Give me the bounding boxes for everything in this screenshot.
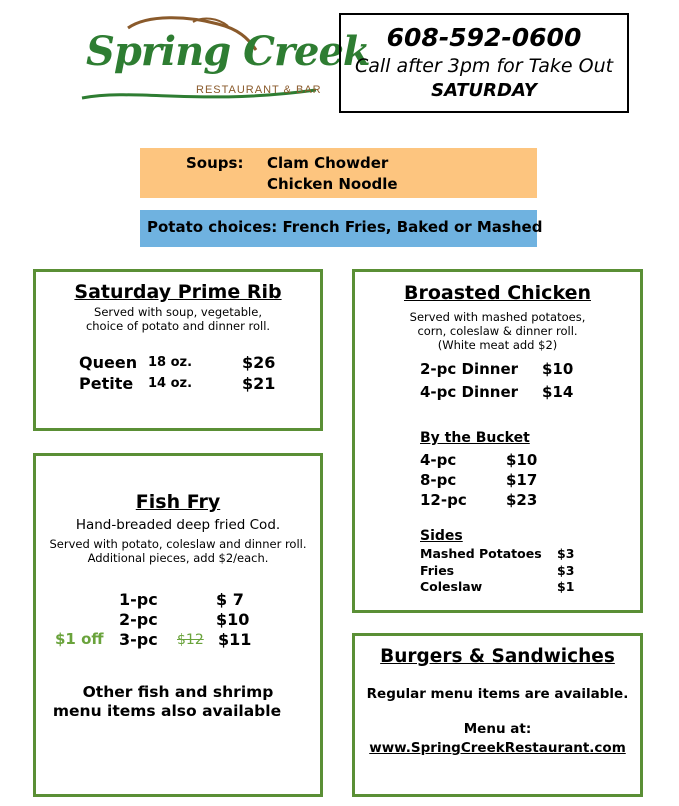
logo-subtitle: RESTAURANT & BAR xyxy=(196,84,322,96)
bucket-item-price: $17 xyxy=(506,471,538,489)
chicken-dinner-name: 2-pc Dinner xyxy=(420,360,519,378)
soup-item: Chicken Noodle xyxy=(267,175,398,193)
sides-title: Sides xyxy=(420,528,463,544)
prime-rib-item-size: 14 oz. xyxy=(148,376,193,391)
fish-fry-item-price: $10 xyxy=(216,610,250,629)
prime-rib-item-price: $21 xyxy=(242,374,276,393)
bucket-item-name: 8-pc xyxy=(420,471,457,489)
logo-name: Spring Creek xyxy=(86,28,370,75)
side-item-name: Fries xyxy=(420,563,455,578)
fish-fry-footer: Other fish and shrimp xyxy=(82,683,274,701)
fish-fry-item-name: 1-pc xyxy=(119,590,158,609)
side-item-price: $3 xyxy=(557,546,575,561)
bucket-item-name: 12-pc xyxy=(420,491,467,509)
prime-rib-desc: choice of potato and dinner roll. xyxy=(85,319,271,333)
burgers-title: Burgers & Sandwiches xyxy=(380,646,615,667)
chicken-dinner-price: $10 xyxy=(542,360,574,378)
chicken-title: Broasted Chicken xyxy=(403,282,591,304)
phone-number[interactable]: 608-592-0600 xyxy=(386,23,582,52)
old-price: $12 xyxy=(177,632,204,648)
takeout-note: Call after 3pm for Take Out xyxy=(354,55,614,77)
side-item-name: Mashed Potatoes xyxy=(420,546,542,561)
day-label: SATURDAY xyxy=(431,80,537,101)
menu-at-label: Menu at: xyxy=(463,721,532,737)
fish-fry-item-name: 2-pc xyxy=(119,610,158,629)
prime-rib-item-name: Petite xyxy=(79,374,134,393)
fish-fry-footer: menu items also available xyxy=(52,702,282,720)
fish-fry-tagline: Hand-breaded deep fried Cod. xyxy=(75,517,281,533)
promo-badge: $1 off xyxy=(55,630,104,648)
chicken-desc: Served with mashed potatoes, xyxy=(409,310,586,324)
fish-fry-item-price: $11 xyxy=(218,630,252,649)
soup-item: Clam Chowder xyxy=(267,154,389,172)
fish-fry-item-name: 3-pc xyxy=(119,630,158,649)
bucket-item-price: $23 xyxy=(506,491,538,509)
side-item-price: $1 xyxy=(557,579,575,594)
side-item-name: Coleslaw xyxy=(420,579,483,594)
prime-rib-item-size: 18 oz. xyxy=(148,355,193,370)
chicken-desc: (White meat add $2) xyxy=(437,338,558,352)
potato-choices: Potato choices: French Fries, Baked or Mashed xyxy=(147,218,543,236)
side-item-price: $3 xyxy=(557,563,575,578)
prime-rib-item-price: $26 xyxy=(242,353,276,372)
burgers-note: Regular menu items are available. xyxy=(366,686,629,702)
bucket-title: By the Bucket xyxy=(420,430,530,446)
prime-rib-desc: Served with soup, vegetable, xyxy=(94,305,262,319)
contact-box xyxy=(339,13,629,113)
fish-fry-title: Fish Fry xyxy=(135,491,221,513)
chicken-desc: corn, coleslaw & dinner roll. xyxy=(417,324,578,338)
bucket-item-name: 4-pc xyxy=(420,451,457,469)
website-link[interactable]: www.SpringCreekRestaurant.com xyxy=(369,740,626,756)
prime-rib-item-name: Queen xyxy=(79,353,138,372)
soups-label: Soups: xyxy=(186,154,244,172)
fish-fry-desc: Served with potato, coleslaw and dinner roll. xyxy=(49,537,307,551)
chicken-dinner-name: 4-pc Dinner xyxy=(420,383,519,401)
chicken-dinner-price: $14 xyxy=(542,383,574,401)
prime-rib-title: Saturday Prime Rib xyxy=(74,281,282,303)
fish-fry-desc: Additional pieces, add $2/each. xyxy=(87,551,269,565)
fish-fry-item-price: $ 7 xyxy=(216,590,244,609)
bucket-item-price: $10 xyxy=(506,451,538,469)
